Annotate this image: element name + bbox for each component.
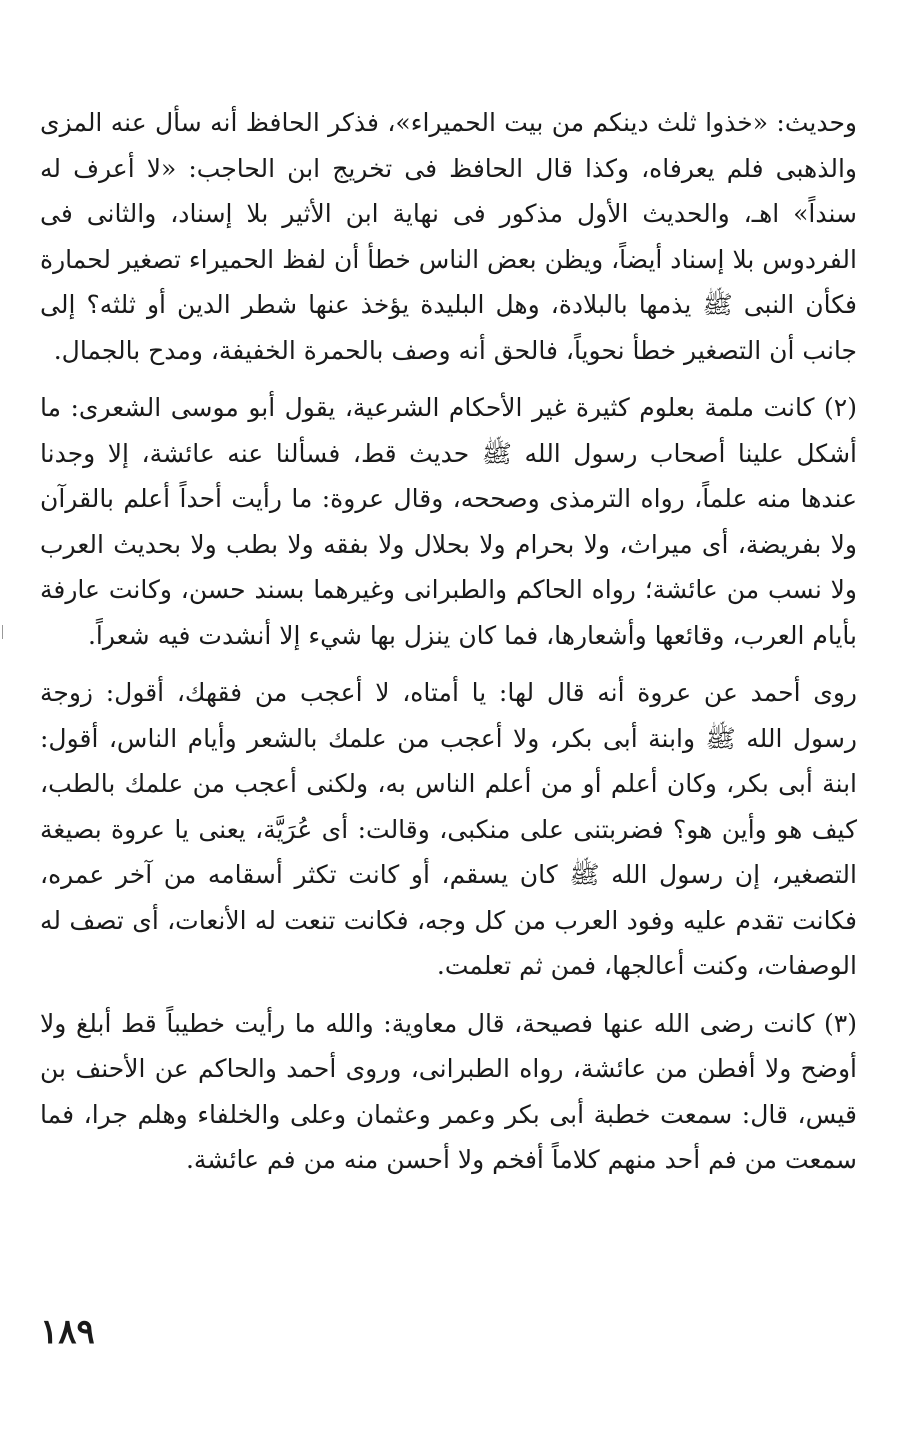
margin-mark xyxy=(2,625,6,639)
paragraph-4: (٣) كانت رضى الله عنها فصيحة، قال معاوية: والله ما رأيت خطيباً قط أبلغ ولا أوضح ولا أفطن من عائشة، رواه الطبرانى، وروى أحمد والحاكم عن الأحنف بن قيس، قال: سمعت خطبة أبى بكر وعمر وعثمان وعلى والخلفاء وهلم جرا، فما سمعت من فم أحد منهم كلاماً أفخم ولا أحسن منه من فم عائشة. xyxy=(40,1008,857,1174)
page-number: ١٨٩ xyxy=(40,1312,95,1352)
paragraph-3: روى أحمد عن عروة أنه قال لها: يا أمتاه، لا أعجب من فقهك، أقول: زوجة رسول الله ﷺ وابنة أبى بكر، ولا أعجب من علمك بالشعر وأيام الناس، أقول: ابنة أبى بكر، وكان أعلم أو من أعلم الناس به، ولكنى أعجب من علمك بالطب، كيف هو وأين هو؟ فضربتنى على منكبى، وقالت: أى عُرَيَّة، يعنى يا عروة بصيغة التصغير، إن رسول الله ﷺ كان يسقم، أو كانت تكثر أسقامه من آخر عمره، فكانت تقدم عليه وفود العرب من كل وجه، فكانت تنعت له الأنعات، أى تصف له الوصفات، وكنت أعالجها، فمن ثم تعلمت. xyxy=(40,678,857,980)
paragraph-1: وحديث: «خذوا ثلث دينكم من بيت الحميراء»، فذكر الحافظ أنه سأل عنه المزى والذهبى فلم يعرفاه، وكذا قال الحافظ فى تخريج ابن الحاجب: «لا أعرف له سنداً» اهـ، والحديث الأول مذكور فى نهاية ابن الأثير بلا إسناد، والثانى فى الفردوس بلا إسناد أيضاً، ويظن بعض الناس خطأ أن لفظ الحميراء تصغير لحمارة فكأن النبى ﷺ يذمها بالبلادة، وهل البليدة يؤخذ عنها شطر الدين أو ثلثه؟ إلى جانب أن التصغير خطأ نحوياً، فالحق أنه وصف بالحمرة الخفيفة، ومدح بالجمال. xyxy=(40,108,857,365)
paragraph-2: (٢) كانت ملمة بعلوم كثيرة غير الأحكام الشرعية، يقول أبو موسى الشعرى: ما أشكل علينا أصحاب رسول الله ﷺ حديث قط، فسألنا عنه عائشة، إلا وجدنا عندها منه علماً، رواه الترمذى وصححه، وقال عروة: ما رأيت أحداً أعلم بالقرآن ولا بفريضة، أى ميراث، ولا بحرام ولا بحلال ولا بفقه ولا بطب ولا بحديث العرب ولا نسب من عائشة؛ رواه الحاكم والطبرانى وغيرهما بسند حسن، وكانت عارفة بأيام العرب، وقائعها وأشعارها، فما كان ينزل بها شيء إلا أنشدت فيه شعراً. xyxy=(40,393,857,650)
page-body xyxy=(40,100,857,1183)
